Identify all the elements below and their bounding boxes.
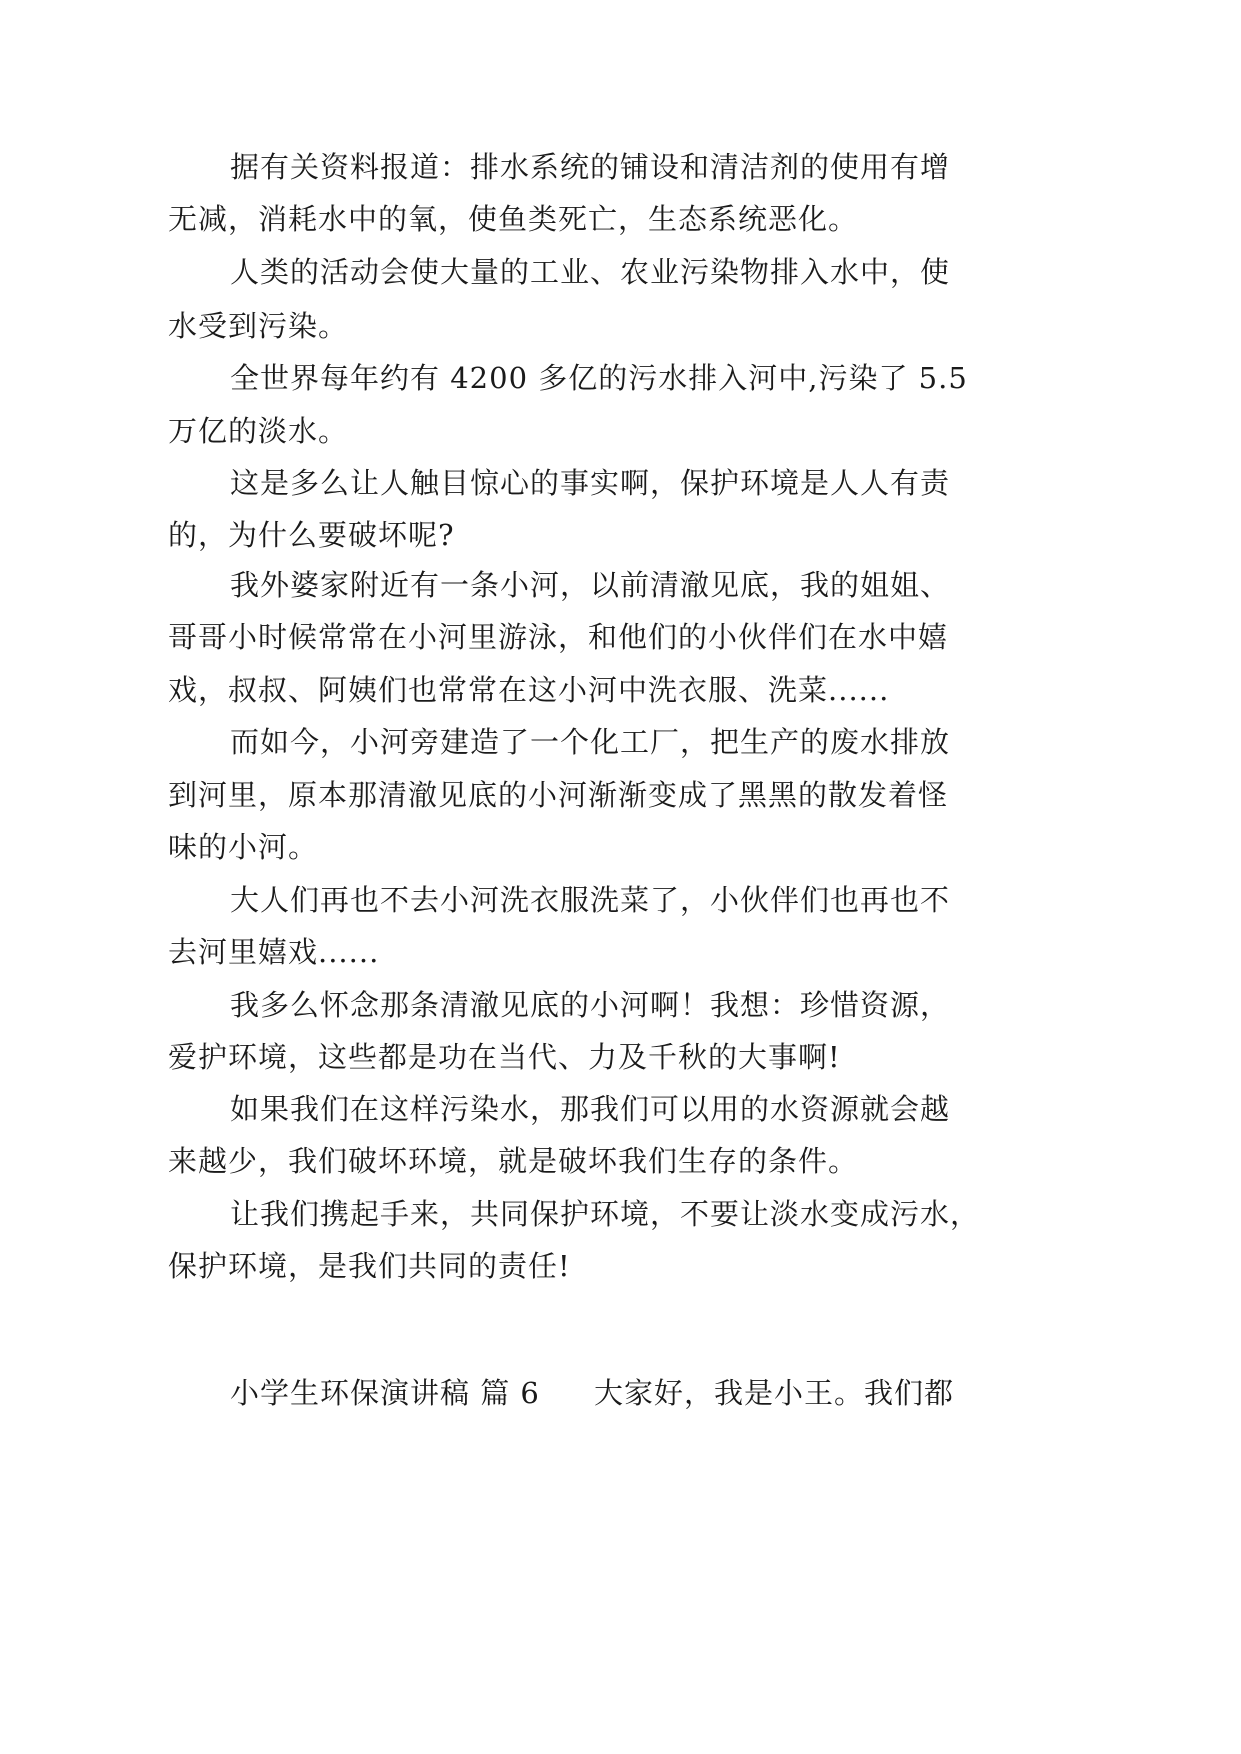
paragraph-line: 让我们携起手来，共同保护环境，不要让淡水变成污水， <box>230 1197 981 1231</box>
paragraph-line: 保护环境，是我们共同的责任! <box>168 1249 571 1283</box>
paragraph-line: 这是多么让人触目惊心的事实啊，保护环境是人人有责 <box>230 466 951 500</box>
paragraph-line: 全世界每年约有 4200 多亿的污水排入河中,污染了 5.5 <box>230 361 968 395</box>
paragraph-line: 到河里，原本那清澈见底的小河渐渐变成了黑黑的散发着怪 <box>168 778 949 812</box>
paragraph-line: 无减，消耗水中的氧，使鱼类死亡，生态系统恶化。 <box>168 202 859 236</box>
paragraph-line: 爱护环境，这些都是功在当代、力及千秋的大事啊! <box>168 1040 841 1074</box>
section-title: 小学生环保演讲稿 篇 6 <box>230 1376 540 1410</box>
paragraph-line: 味的小河。 <box>168 830 319 864</box>
paragraph-line: 去河里嬉戏...... <box>168 935 380 969</box>
paragraph-line: 据有关资料报道：排水系统的铺设和清洁剂的使用有增 <box>230 150 951 184</box>
section-heading-line <box>0 1363 1241 1423</box>
paragraph-line: 万亿的淡水。 <box>168 414 349 448</box>
paragraph-line: 来越少，我们破坏环境，就是破坏我们生存的条件。 <box>168 1144 859 1178</box>
paragraph-line: 人类的活动会使大量的工业、农业污染物排入水中，使 <box>230 255 951 289</box>
paragraph-line: 的，为什么要破坏呢? <box>168 518 455 552</box>
section-opening-text: 大家好，我是小王。我们都 <box>594 1376 955 1410</box>
paragraph-line: 大人们再也不去小河洗衣服洗菜了，小伙伴们也再也不 <box>230 883 951 917</box>
paragraph-line: 哥哥小时候常常在小河里游泳，和他们的小伙伴们在水中嬉 <box>168 620 949 654</box>
paragraph-line: 我多么怀念那条清澈见底的小河啊！我想：珍惜资源， <box>230 988 951 1022</box>
paragraph-line: 我外婆家附近有一条小河，以前清澈见底，我的姐姐、 <box>230 568 951 602</box>
paragraph-line: 而如今，小河旁建造了一个化工厂，把生产的废水排放 <box>230 725 951 759</box>
paragraph-line: 水受到污染。 <box>168 309 349 343</box>
paragraph-line: 戏，叔叔、阿姨们也常常在这小河中洗衣服、洗菜...... <box>168 673 890 707</box>
paragraph-line: 如果我们在这样污染水，那我们可以用的水资源就会越 <box>230 1092 951 1126</box>
